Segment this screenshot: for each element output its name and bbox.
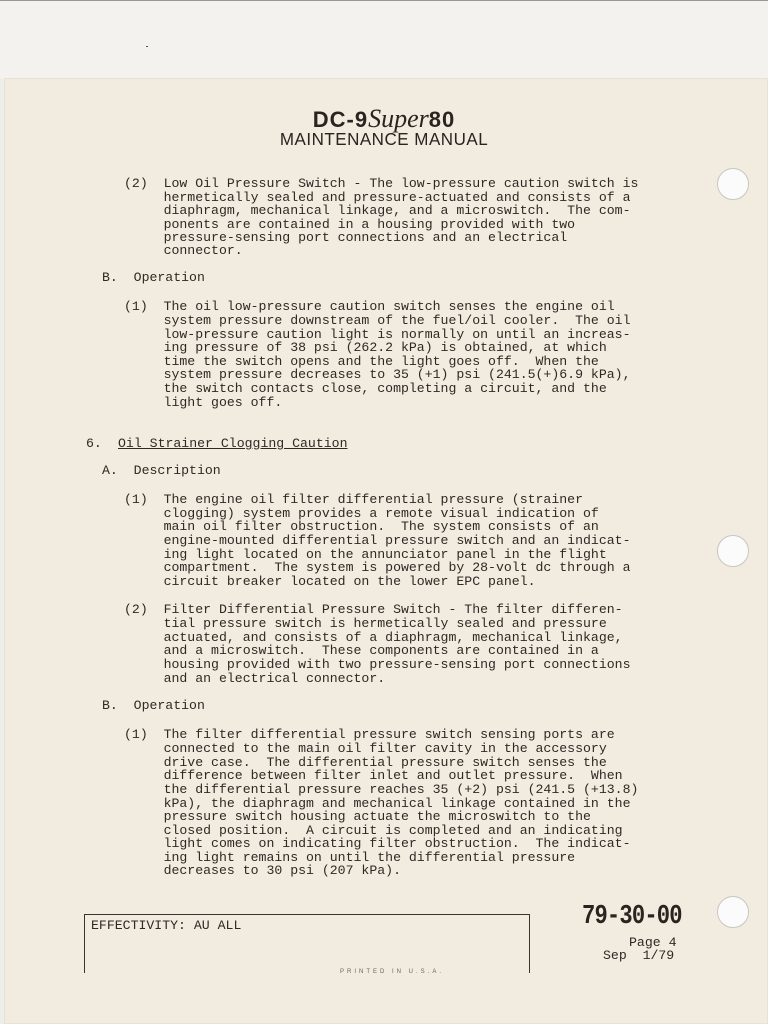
body-line: kPa), the diaphragm and mechanical linkage contained in the [124, 796, 631, 811]
body-line: circuit breaker located on the lower EPC panel. [124, 574, 536, 589]
body-line: and an electrical connector. [124, 671, 386, 686]
manual-title: MAINTENANCE MANUAL [279, 129, 489, 150]
body-line: pressure switch housing actuate the microswitch to the [124, 809, 591, 824]
body-line: (1) The filter differential pressure switch sensing ports are [124, 727, 615, 742]
body-line: the differential pressure reaches 35 (+2) psi (241.5 (+13.8) [124, 782, 639, 797]
scan-speck [146, 46, 148, 47]
body-line: connector. [124, 243, 243, 258]
body-line: housing provided with two pressure-sensing port connections [124, 657, 631, 672]
body-line: tial pressure switch is hermetically sealed and pressure [124, 616, 607, 631]
body-line: pressure-sensing port connections and an electrical [124, 230, 568, 245]
body-line: actuated, and consists of a diaphragm, mechanical linkage, [124, 630, 623, 645]
page-number: Page 4 [629, 935, 677, 950]
body-line: system pressure decreases to 35 (+1) psi (241.5(+)6.9 kPa), [124, 367, 631, 382]
body-line: difference between filter inlet and outlet pressure. When [124, 768, 623, 783]
body-line: time the switch opens and the light goes off. When the [124, 354, 599, 369]
chapter-section-number: 79-30-00 [582, 902, 682, 932]
body-line: hermetically sealed and pressure-actuated and consists of a [124, 190, 631, 205]
body-line: ing light remains on until the differential pressure [124, 850, 576, 865]
body-line: and a microswitch. These components are contained in a [124, 643, 599, 658]
scan-background [0, 0, 768, 79]
section-heading: B. Operation [102, 698, 205, 713]
body-line: light goes off. [124, 395, 283, 410]
section-heading: A. Description [102, 463, 221, 478]
binder-hole-middle [717, 535, 749, 567]
body-line: closed position. A circuit is completed and an indicating [124, 823, 623, 838]
binder-hole-top [717, 168, 749, 200]
body-line: clogging) system provides a remote visual indication of [124, 506, 599, 521]
body-line: (1) The oil low-pressure caution switch senses the engine oil [124, 299, 615, 314]
body-line: low-pressure caution light is normally on until an increas- [124, 327, 631, 342]
binder-hole-bottom [717, 896, 749, 928]
body-line: drive case. The differential pressure switch senses the [124, 755, 607, 770]
section-heading: B. Operation [102, 270, 205, 285]
body-line: connected to the main oil filter cavity in the accessory [124, 741, 607, 756]
section-title: Oil Strainer Clogging Caution [118, 436, 348, 451]
brand-suffix: 80 [428, 107, 456, 132]
revision-date: Sep 1/79 [603, 948, 675, 963]
body-line: ing pressure of 38 psi (262.2 kPa) is obtained, at which [124, 340, 607, 355]
body-line: engine-mounted differential pressure switch and an indicat- [124, 533, 631, 548]
brand-script: Super [368, 104, 429, 133]
body-line: main oil filter obstruction. The system consists of an [124, 519, 599, 534]
body-line: (2) Low Oil Pressure Switch - The low-pressure caution switch is [124, 176, 639, 191]
body-line: (1) The engine oil filter differential pressure (strainer [124, 492, 583, 507]
body-line: decreases to 30 psi (207 kPa). [124, 863, 401, 878]
brand-prefix: DC-9 [312, 107, 369, 132]
body-line: ponents are contained in a housing provided with two [124, 217, 576, 232]
body-line: (2) Filter Differential Pressure Switch - The filter differen- [124, 602, 623, 617]
body-line: compartment. The system is powered by 28-volt dc through a [124, 560, 631, 575]
printed-imprint: PRINTED IN U.S.A. [340, 969, 445, 975]
effectivity-label: EFFECTIVITY: AU ALL [91, 918, 242, 933]
body-line: diaphragm, mechanical linkage, and a microswitch. The com- [124, 203, 631, 218]
body-line: the switch contacts close, completing a circuit, and the [124, 381, 607, 396]
section-number: 6. [86, 436, 102, 451]
body-line: system pressure downstream of the fuel/oil cooler. The oil [124, 313, 631, 328]
body-line: light comes on indicating filter obstruction. The indicat- [124, 836, 631, 851]
body-line: ing light located on the annunciator panel in the flight [124, 547, 607, 562]
